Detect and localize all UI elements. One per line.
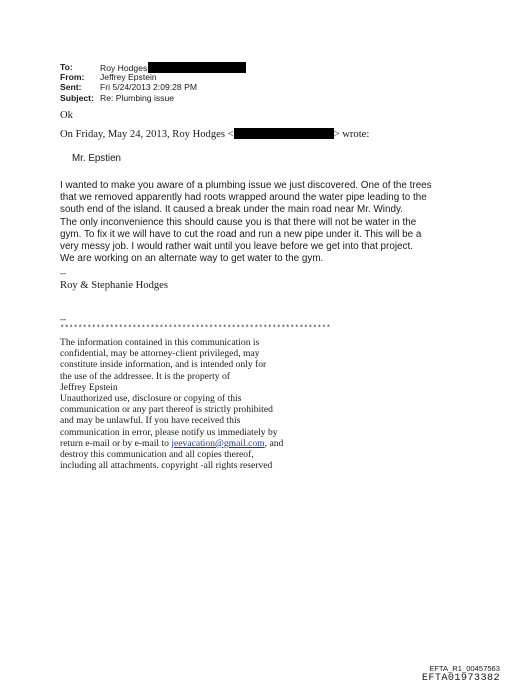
email-link[interactable]: jeevacation@gmail.com <box>171 437 265 449</box>
to-value <box>100 62 246 72</box>
email-header <box>60 62 246 103</box>
disclaimer-link-before: return e-mail or by e-mail to <box>60 437 172 449</box>
to-label: To: <box>60 62 73 72</box>
signature: Roy & Stephanie Hodges <box>60 280 168 291</box>
to-name: Roy Hodges <box>100 63 148 73</box>
quote-intro-after: > wrote: <box>333 129 370 140</box>
disclaimer-line: The information contained in this communication is <box>60 337 260 348</box>
message-body <box>60 180 500 265</box>
greeting: Mr. Epstien <box>72 153 122 164</box>
body-line: The only inconvenience this should cause you is that there will not be water in the <box>60 216 417 228</box>
disclaimer-line: constitute inside information, and is intended only for <box>60 359 267 371</box>
disclaimer-link-line <box>60 438 360 449</box>
quote-intro-before: On Friday, May 24, 2013, Roy Hodges < <box>60 129 234 140</box>
separator-stars: ************************************************************ <box>60 325 331 333</box>
footer-ref-1: EFTA_R1_00457563 <box>429 664 500 673</box>
body-line: We are working on an alternate way to get water to the gym. <box>60 253 324 265</box>
disclaimer-line: Jeffrey Epstein <box>60 381 118 393</box>
body-line: gym. To fix it we will have to cut the road and run a new pipe under it. This will be a <box>60 228 422 240</box>
from-label: From: <box>60 72 85 83</box>
disclaimer-link-after: , and <box>264 437 284 449</box>
from-value: Jeffrey Epstein <box>100 72 157 83</box>
disclaimer-dashes: -- <box>60 314 66 324</box>
body-line: I wanted to make you aware of a plumbing issue we just discovered. One of the trees <box>60 180 432 191</box>
footer-ref-2: EFTA01973382 <box>421 673 500 684</box>
quote-intro <box>60 128 369 140</box>
to-row <box>60 62 246 72</box>
disclaimer-line: including all attachments. copyright -all rights reserved <box>60 460 273 472</box>
disclaimer-line: communication or any part thereof is strictly prohibited <box>60 404 273 416</box>
disclaimer-line: communication in error, please notify us immediately by <box>60 426 278 438</box>
from-row <box>60 72 246 82</box>
subject-value: Re: Plumbing issue <box>100 92 175 103</box>
body-line: that we removed apparently had roots wrapped around the water pipe leading to the <box>60 192 427 204</box>
sent-row <box>60 82 246 92</box>
subject-label: Subject: <box>60 92 94 103</box>
reply-text: Ok <box>60 110 73 121</box>
disclaimer-line: confidential, may be attorney-client privileged, may <box>60 348 260 360</box>
disclaimer-line: Unauthorized use, disclosure or copying of this <box>60 393 242 405</box>
redaction-bar <box>234 128 334 139</box>
disclaimer-line: the use of the addressee. It is the property of <box>60 370 230 382</box>
sent-value: Fri 5/24/2013 2:09:28 PM <box>100 82 197 93</box>
signature-dashes: -- <box>60 268 66 278</box>
disclaimer-line: destroy this communication and all copies thereof, <box>60 449 254 461</box>
sent-label: Sent: <box>60 82 82 93</box>
redaction-bar <box>148 62 246 73</box>
disclaimer <box>60 337 360 471</box>
subject-row <box>60 93 246 103</box>
body-line: south end of the island. It caused a break under the main road near Mr. Windy. <box>60 204 403 216</box>
body-line: very messy job. I would rather wait until you leave before we get into that project. <box>60 241 413 253</box>
disclaimer-line: and may be unlawful. If you have received this <box>60 415 241 427</box>
